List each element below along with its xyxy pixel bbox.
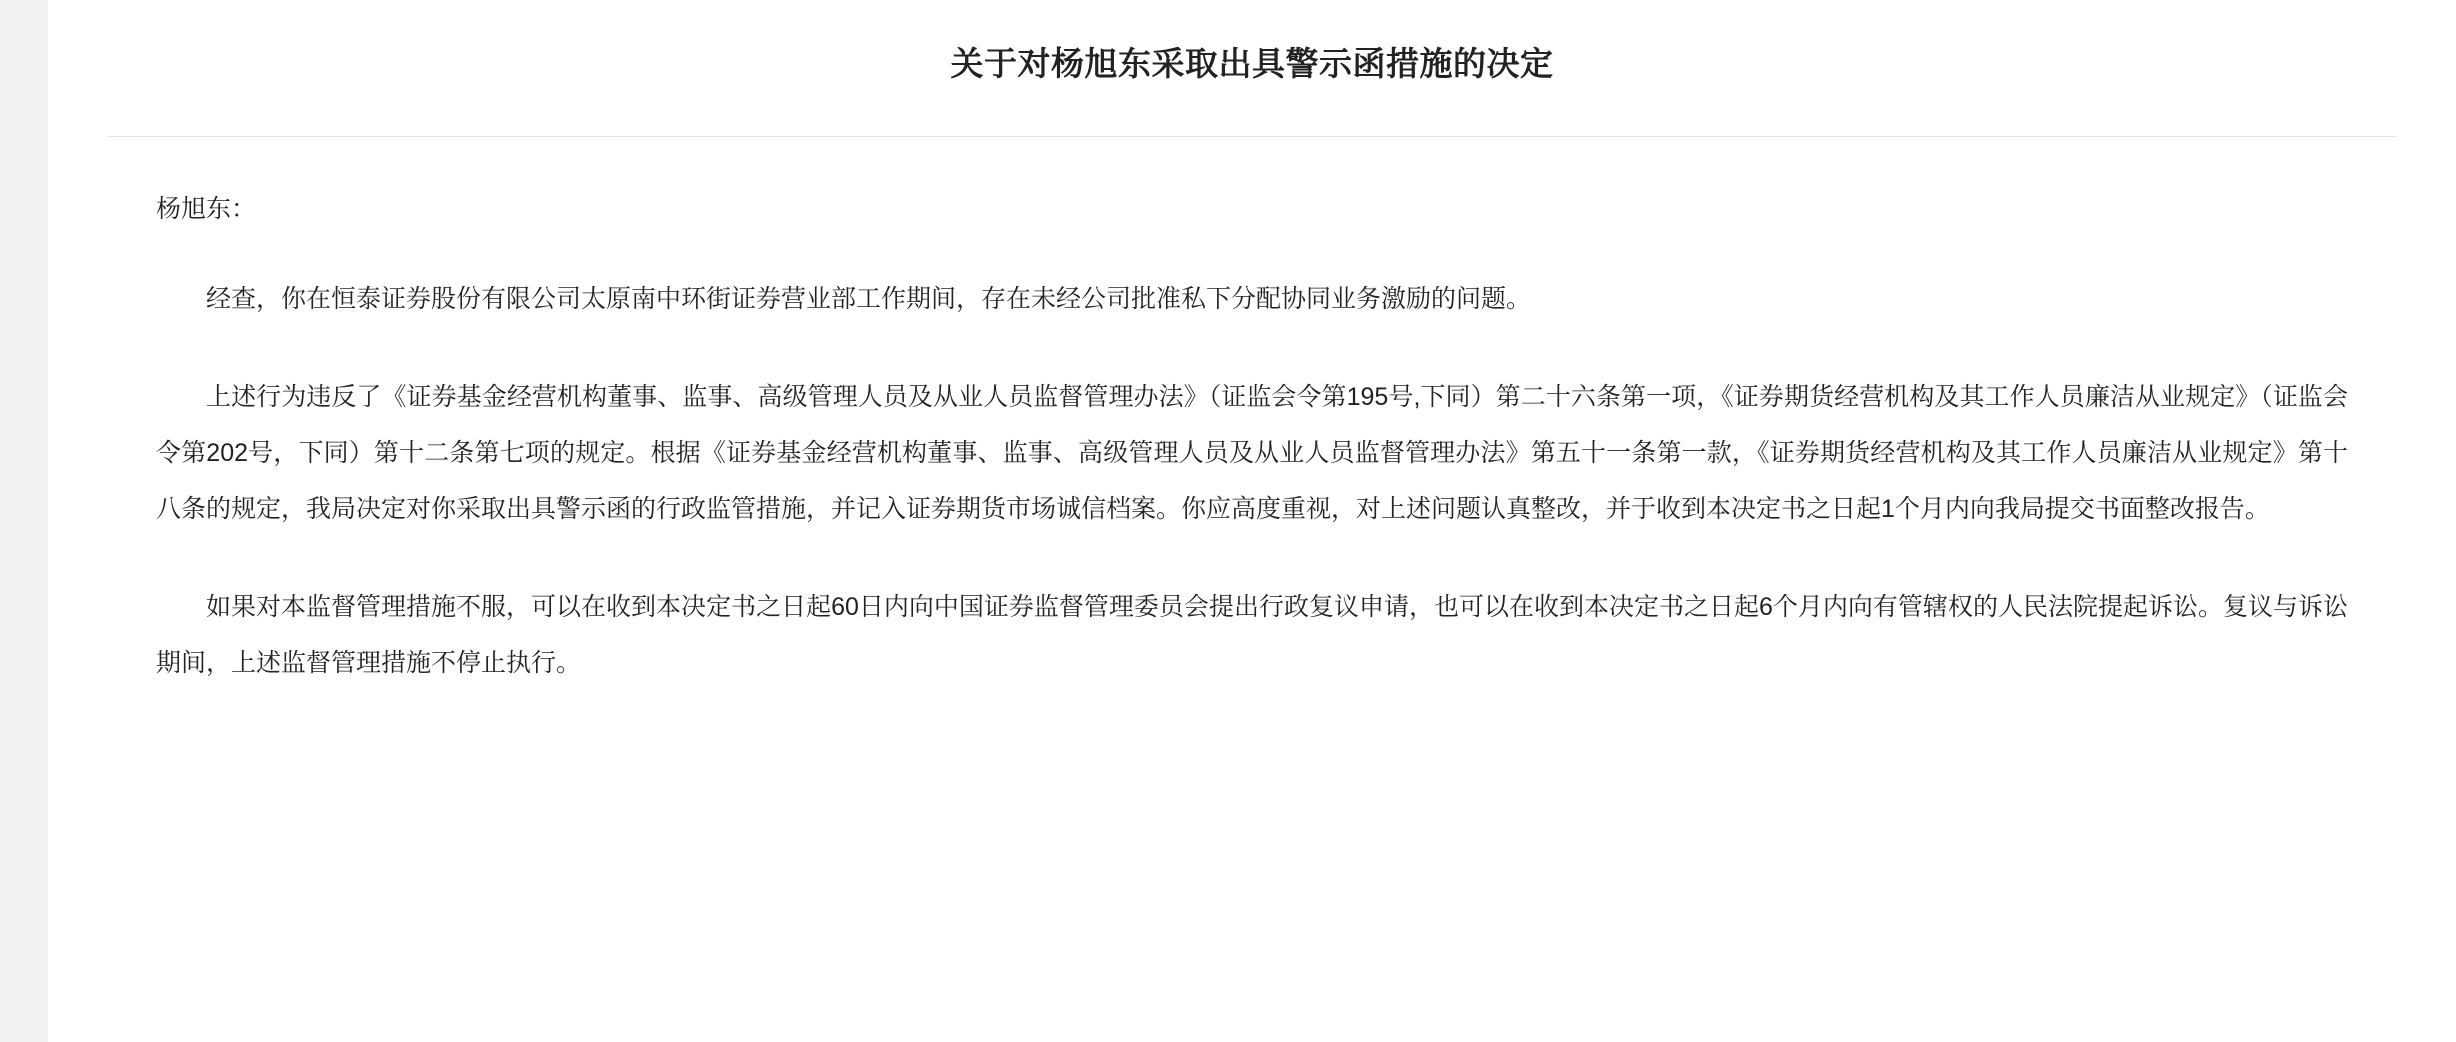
page-title: 关于对杨旭东采取出具警示函措施的决定 [950,45,1554,82]
body-paragraph-2: 上述行为违反了《证券基金经营机构董事、监事、高级管理人员及从业人员监督管理办法》（证监会令第195号,下同）第二十六条第一项，《证券期货经营机构及其工作人员廉洁从业规定》（证监会令第202号，下同）第十二条第七项的规定。根据《证券基金经营机构董事、监事、高级管理人员及从业人员监督管理办法》第五十一条第一款，《证券期货经营机构及其工作人员廉洁从业规定》第十八条的规定，我局决定对你采取出具警示函的行政监管措施，并记入证券期货市场诚信档案。你应高度重视，对上述问题认真整改，并于收到本决定书之日起1个月内向我局提交书面整改报告。 [156,383,2348,523]
body-paragraph-1: 经查，你在恒泰证券股份有限公司太原南中环街证券营业部工作期间，存在未经公司批准私下分配协同业务激励的问题。 [206,285,1532,313]
document-content [108,0,2396,691]
body-paragraph-3: 如果对本监督管理措施不服，可以在收到本决定书之日起60日内向中国证券监督管理委员会提出行政复议申请，也可以在收到本决定书之日起6个月内向有管辖权的人民法院提起诉讼。复议与诉讼期间，上述监督管理措施不停止执行。 [156,593,2348,677]
document-sheet [48,0,2456,1042]
salutation: 杨旭东： [156,195,257,223]
left-gutter [0,0,48,1042]
